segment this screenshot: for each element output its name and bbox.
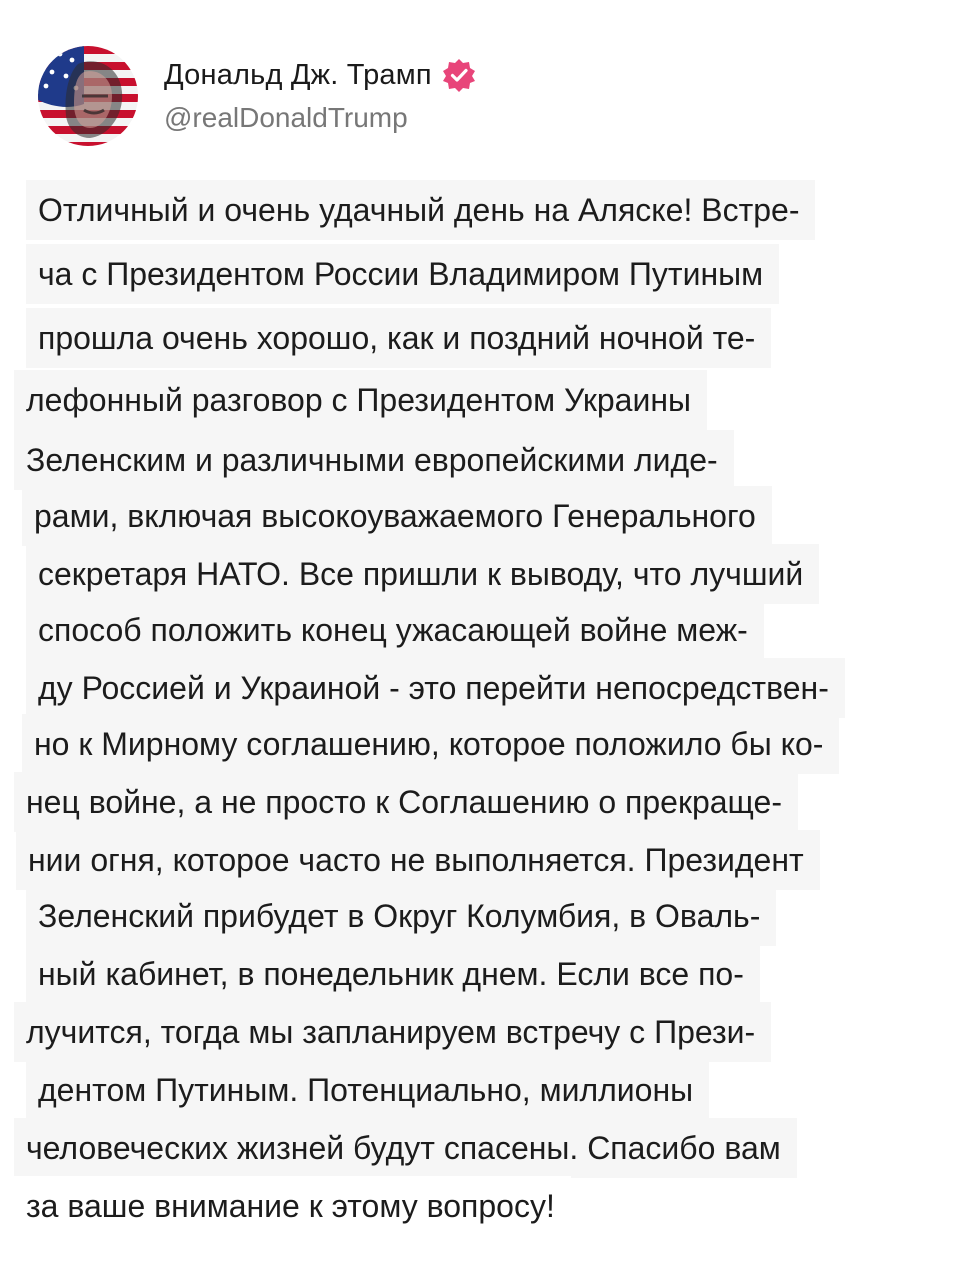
author-names: [164, 58, 476, 134]
post-text-line: нец войне, а не просто к Соглашению о прекраще-: [14, 772, 798, 832]
post-text-line: прошла очень хорошо, как и поздний ночной те-: [26, 308, 771, 368]
post-text-line: лучится, тогда мы запланируем встречу с Прези-: [14, 1002, 771, 1062]
post-text-line: ча с Президентом России Владимиром Путиным: [26, 244, 779, 304]
post-text-line: Отличный и очень удачный день на Аляске! Встре-: [26, 180, 815, 240]
post-text-line: нии огня, которое часто не выполняется. Президент: [16, 830, 820, 890]
post-text-line: рами, включая высокоуважаемого Генерального: [22, 486, 772, 546]
verified-badge-icon: [442, 58, 476, 92]
post-header: [38, 46, 476, 146]
avatar-flag-portrait-icon: [38, 46, 138, 146]
post-text-line: за ваше внимание к этому вопросу!: [14, 1176, 571, 1236]
author-display-name[interactable]: Дональд Дж. Трамп: [164, 58, 432, 91]
post-text-line: дентом Путиным. Потенциально, миллионы: [26, 1060, 709, 1120]
post-text-line: но к Мирному соглашению, которое положило бы ко-: [22, 714, 839, 774]
post-text-line: Зеленским и различными европейскими лиде-: [14, 430, 734, 490]
name-row: [164, 58, 476, 92]
avatar[interactable]: [38, 46, 138, 146]
post-text-line: Зеленский прибудет в Округ Колумбия, в Оваль-: [26, 886, 776, 946]
post-text-line: способ положить конец ужасающей войне меж-: [26, 600, 764, 660]
post-text-line: лефонный разговор с Президентом Украины: [14, 370, 707, 430]
post-text-line: секретаря НАТО. Все пришли к выводу, что лучший: [26, 544, 819, 604]
author-handle[interactable]: @realDonaldTrump: [164, 102, 408, 133]
post-text-line: ный кабинет, в понедельник днем. Если все по-: [26, 944, 760, 1004]
post-text-line: человеческих жизней будут спасены. Спасибо вам: [14, 1118, 797, 1178]
post-text-line: ду Россией и Украиной - это перейти непосредствен-: [26, 658, 845, 718]
